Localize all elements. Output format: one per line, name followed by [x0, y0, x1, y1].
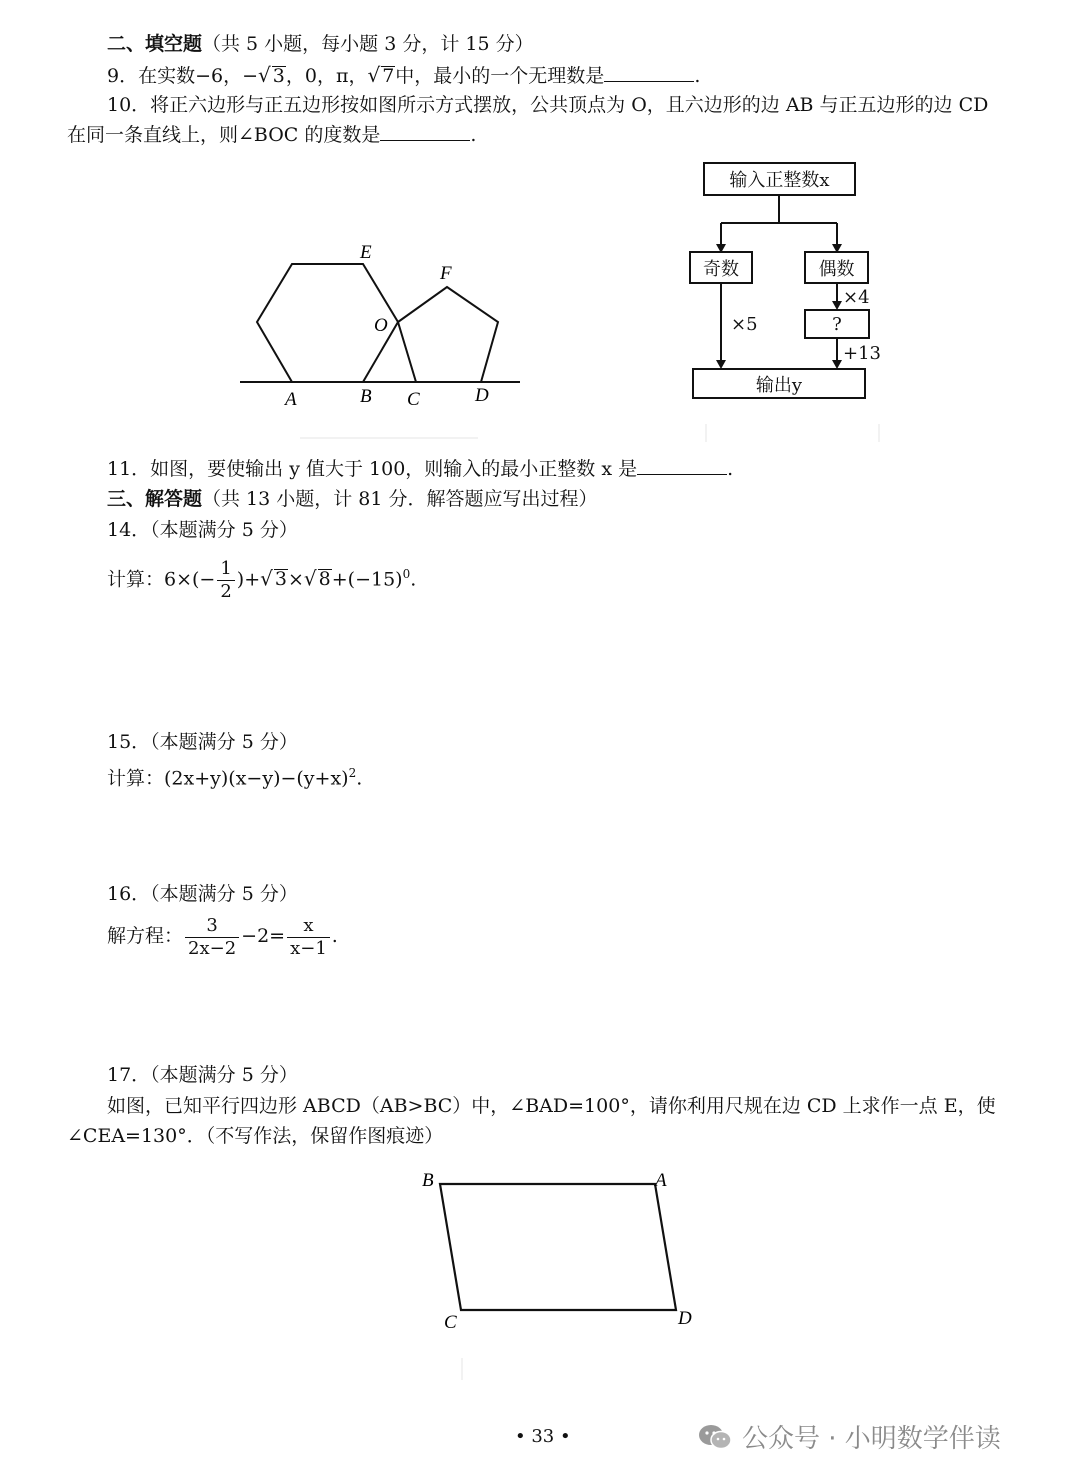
flow-times4: ×4	[843, 287, 870, 308]
flow-odd-label: 奇数	[703, 258, 739, 280]
q16-numerator-2: x	[287, 915, 330, 938]
q11-text: 11．如图，要使输出 y 值大于 100，则输入的最小正整数 x 是	[107, 458, 638, 480]
q14-tail: +(−15)	[331, 568, 403, 591]
q14-fraction	[217, 558, 234, 603]
label-A: A	[285, 389, 297, 410]
q15-end: .	[356, 767, 363, 790]
label-D: D	[475, 385, 489, 406]
q9-end: .	[694, 65, 701, 87]
q14-lead: 计算：6×(−	[107, 568, 216, 591]
parallelogram-abcd	[440, 1184, 676, 1310]
flow-plus13: +13	[843, 343, 881, 364]
watermark	[698, 1418, 1001, 1455]
question-11	[107, 456, 733, 482]
label-B: B	[360, 386, 372, 407]
q16-end: .	[331, 925, 338, 947]
q16-denominator-2: x−1	[290, 937, 327, 959]
q9-radicand-1: 3	[272, 65, 285, 87]
q14-radicand-2: 8	[318, 568, 331, 591]
pentagon	[398, 287, 498, 382]
para-label-B: B	[422, 1170, 434, 1191]
para-label-C: C	[444, 1312, 457, 1333]
wechat-icon	[698, 1423, 732, 1451]
q16-fraction-1	[185, 915, 239, 960]
q16-denominator-1: 2x−2	[188, 937, 237, 959]
flow-even-box	[804, 251, 869, 284]
question-14-expression: 计算：6×(− $\frac{1}{2}$ )+√ 3×√ $8+(-15)^0$.	[107, 557, 417, 602]
q14-radicand-1: 3	[274, 568, 287, 591]
flow-odd-box	[689, 251, 753, 284]
label-E: E	[360, 242, 372, 263]
question-17-line2: ∠CEA=130°．（不写作法，保留作图痕迹）	[67, 1125, 444, 1147]
para-label-A: A	[655, 1170, 667, 1191]
question-15-expression	[107, 760, 362, 791]
label-F: F	[440, 263, 452, 284]
q14-numerator: 1	[217, 558, 234, 581]
section3-title: 三、解答题	[107, 488, 203, 510]
flow-even-label: 偶数	[818, 258, 855, 280]
section2-title: 二、填空题	[107, 33, 203, 55]
question-10-line1: 10．将正六边形与正五边形按如图所示方式摆放，公共顶点为 O，且六边形的边 AB 与正五边形的边 CD	[107, 94, 989, 116]
q14-after: )+	[236, 568, 261, 591]
question-15-header: 15．（本题满分 5 分）	[107, 731, 298, 753]
flow-output-box	[692, 368, 866, 399]
flow-unknown-box	[804, 309, 870, 339]
q11-answer-blank[interactable]	[637, 456, 727, 475]
q11-end: .	[727, 458, 734, 480]
question-16-equation	[107, 913, 338, 960]
flow-output-label: 输出y	[755, 374, 803, 396]
q16-mid: −2=	[241, 925, 286, 947]
q16-numerator-1: 3	[185, 915, 239, 938]
q15-text: 计算：(2x+y)(x−y)−(y+x)	[107, 767, 349, 790]
flow-input-box	[703, 162, 856, 196]
watermark-text: 公众号 · 小明数学伴读	[742, 1424, 1001, 1454]
question-16-header: 16．（本题满分 5 分）	[107, 883, 298, 905]
q14-exponent: 0	[402, 567, 411, 581]
question-17-header: 17．（本题满分 5 分）	[107, 1064, 298, 1086]
section3-header	[107, 486, 598, 512]
question-17-line1: 如图，已知平行四边形 ABCD（AB>BC）中，∠BAD=100°，请你利用尺规在边 CD 上求作一点 E，使	[107, 1095, 996, 1117]
section3-note: （共 13 小题，计 81 分．解答题应写出过程）	[202, 488, 598, 510]
para-label-D: D	[678, 1308, 692, 1329]
q16-fraction-2	[287, 915, 330, 960]
question-14-header: 14．（本题满分 5 分）	[107, 519, 298, 541]
parallelogram-figure	[0, 1160, 1080, 1390]
flow-input-label: 输入正整数x	[729, 170, 830, 191]
q14-times: ×	[287, 568, 304, 591]
q9-suffix: 中，最小的一个无理数是	[395, 65, 605, 87]
flow-times5: ×5	[731, 314, 758, 335]
page-number: • 33 •	[515, 1426, 571, 1447]
q10-end: .	[470, 124, 477, 146]
q9-radicand-2: 7	[382, 65, 395, 87]
q14-denominator: 2	[220, 580, 232, 602]
question-9: 9．在实数−6，−√ 3，0，π，√ 7中，最小的一个无理数是 .	[107, 63, 701, 87]
label-O: O	[374, 315, 388, 336]
flow-unknown-label: ?	[832, 313, 842, 335]
q10-line2-text: 在同一条直线上，则∠BOC 的度数是	[67, 124, 381, 146]
label-C: C	[407, 389, 420, 410]
hexagon-pentagon-figure	[0, 0, 1080, 460]
q15-exponent: 2	[348, 766, 357, 780]
section2-note: （共 5 小题，每小题 3 分，计 15 分）	[202, 33, 534, 55]
q14-end: .	[410, 568, 417, 591]
q9-prefix: 9．在实数−6，−	[107, 65, 259, 87]
q16-lead: 解方程：	[107, 925, 184, 947]
q9-mid: ，0，π，	[285, 65, 368, 87]
